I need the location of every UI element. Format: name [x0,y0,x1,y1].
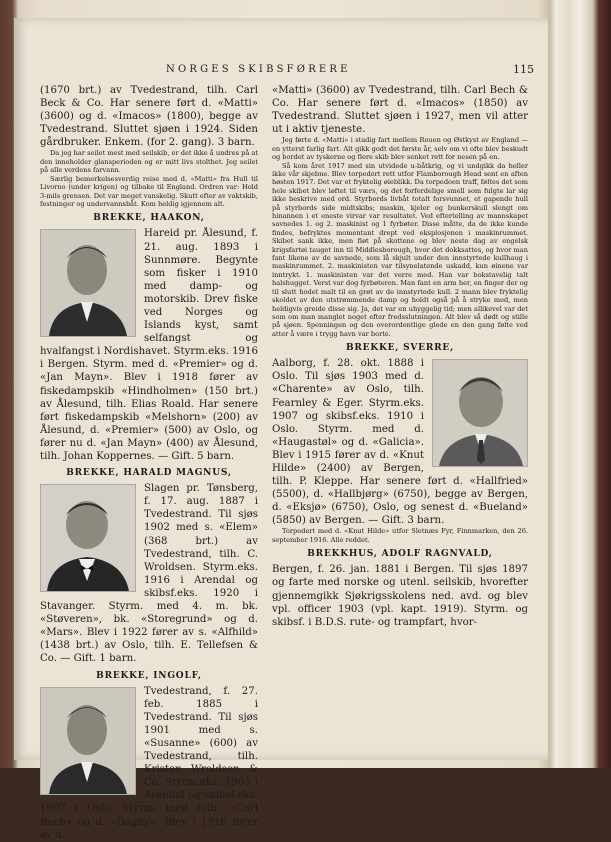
page [14,18,548,841]
right-intro: «Matti» (3600) av Tvedestrand, tilh. Carl Bech & Co. Har senere ført d. «Imacos» (1850) av Tvedestrand. Sluttet sjøen i 1927, men vil atter ut i aktiv tjeneste. [272,85,528,136]
right-column [272,84,528,629]
right-note-block-2 [272,527,528,544]
heading-brekke-ingolf: BREKKE, INGOLF, [96,670,202,681]
page-number: 115 [513,63,534,76]
running-head [14,64,548,78]
left-note-block [40,149,258,208]
portrait-photo [40,687,136,795]
left-note-2: Særlig bemerkelsesverdig reise med d. «Matti» fra Hull til Livorno (under krigen) og tilbake til England. Ordren var: Hold 3-mils grensen. Det var meget vanskelig. Skutt efter av vaktskib, festninger og undervannsbåt. Kom heldig igjennem alt. [40,174,258,208]
right-note-block [272,136,528,338]
right-note-2: Så kom året 1917 med sin utvidede u-båtkrig, og vi undgikk da heller ikke vår skjebne. Blev torpedert rett utfor Flamborough Head sent en aften høsten 1917. Det var et fryktelig øieblikk. Da torpedoen traff, føltes det som hele skibet blev løftet til værs, og det forferdelige smell som fulgte lar sig ikke beskrive med ord. Styrbords livbåt totalt forsvunnet, et gapende hull på styrbords side midtskibs; maskin, kjeler og bunkerskull slengt om hinannen i et eneste virvar var resultatet. Ved eftertelling av mannskapet savnedes 1. og 2. maskinist og 1 fyrbøter. Disse måtte, da de ikke kunde findes, befryktes momentant drept ved eksplosjonen i maskinrummet. Skibet sank ikke, men fløt på skottene og blev neste dag av engelsk krigsfartøi tauget inn til Middlesborough, hvor det dokksattes, og hvor man fant likene av de savnede, som lå skjult under den innstyrtede kullhaug i maskinrummet. 2. maskinisten var tilsynelatende uskadd, kun øinene var inntrykt. 1. maskinisten var det verre med. Han var bokstavelig talt halshugget. Verst var dog fyrbøteren. Man fant en arm her, en finger der og til slutt hodet malt til en grøt av de innstyrtede kull. 2 mann blev fryktelig skoldet av den utstrømmende damp og holdt også på å stryke med, men heldigvis greide disse sig. Ja, det var en uhyggelig tid; men allikevel var det som om man manglet noget efter fredsslutningen. Alt blev så dødt og stille på sjøen. Spenningen og den overordentlige glede en den gang følte ved atter å være i trygg havn var borte. [272,161,528,338]
portrait-photo [40,484,136,592]
portrait-photo [432,359,528,467]
right-note-1: Jeg førte d. «Matti» i stadig fart mellem Rouen og Østkyst av England — en ytterst farlig fart. Alt gikk godt det første år, selv om vi ofte blev beskudt og bordet av tyskerne og flere skib blev senket rett for nesen på en. [272,136,528,162]
heading-brekke-sverre: BREKKE, SVERRE, [345,343,454,354]
heading-brekke-harald-magnus: BREKKE, HARALD MAGNUS, [66,468,232,479]
heading-brekkhus-adolf-ragnvald: BREKKHUS, ADOLF RAGNVALD, [307,549,493,560]
entry-brekke-sverre [272,357,528,527]
left-intro: (1670 brt.) av Tvedestrand, tilh. Carl Beck & Co. Har senere ført d. «Matti» (3600) og d. «Imacos» (1800), begge av Tvedestrand. Sluttet sjøen i 1924. Siden gårdbruker. Enkem. (for 2. gang). 3 barn. [40,85,258,149]
left-note-1: Da jeg har seilet mest med seilskib, er det ikke å undres på at den inneholder glansperioden og er mitt livs stolthet. Jeg seilet på alle verdens farvann. [40,149,258,175]
entry-text-brekkhus-adolf-ragnvald: Bergen, f. 26. jan. 1881 i Bergen. Til sjøs 1897 og farte med norske og utenl. seilskib, hvorefter gjennemgikk Sjøkrigsskolens ned. avd. og blev vpl. officer 1903 (vpl. kapt. 1919). Styrm. og skibsf. i B.D.S. rute- og trampfart, hvor- [272,564,528,628]
right-note-3: Torpedert med d. «Knut Hilde» utfor Sletnæs Fyr, Finnmarken, den 26. september 1916. Alle reddet. [272,527,528,544]
entry-brekke-haakon [40,227,258,463]
running-title: NORGES SKIBSFØRERE [166,64,351,75]
entry-brekke-ingolf [40,685,258,842]
portrait-photo [40,229,136,337]
heading-brekke-haakon: BREKKE, HAAKON, [93,213,205,224]
entry-text-brekke-haakon: Hareid pr. Ålesund, f. 21. aug. 1893 i Sunnmøre. Begynte som fisker i 1910 med damp- og motorskib. Drev fiske ved Norges og Islands kyst, samt selfangst og hvalfangst i Nordishavet. Styrm.eks. 1916 i Bergen. Styrm. med d. «Premier» og d. «Jan Mayn». Blev i 1918 fører av fiskedampskib «Hindholmen» (150 brt.) av Ålesund, tilh. Elias Roald. Har senere ført fiskedampskib «Melshorn» (200) av Ålesund, d. «Premier» (500) av Oslo, og fører nu d. «Jan Mayn» (400) av Ålesund, tilh. Johan Koppernes. — Gift. 5 barn. [40,228,258,462]
left-column [40,84,258,842]
entry-text-brekke-harald-magnus: Slagen pr. Tønsberg, f. 17. aug. 1887 i Tvedestrand. Til sjøs 1902 med s. «Elem» (368 brt.) av Tvedestrand, tilh. C. Wroldsen. Styrm.eks. 1916 i Arendal og skibsf.eks. 1920 i Stavanger. Styrm. med 4. m. bk. «Støveren», bk. «Storegrund» og d. «Mars». Blev i 1922 fører av s. «Alfhild» (1438 brt.) av Oslo, tilh. E. Tellefsen & Co. — Gift. 1 barn. [40,483,258,665]
entry-text-brekke-ingolf: Tvedestrand, f. 27. feb. 1885 i Tvedestrand. Til sjøs 1901 med s. «Susanne» (600) av Tvedestrand, tilh. Kristen Wroldsen & Co. Styrm.eks. 1903 i Arendal og skibsf.eks. 1907 i Oslo. Styrm. med fullr. «Carl Bech» og d. «Dagny». Blev i 1916 fører av d. [40,685,258,841]
entry-text-brekke-sverre: Aalborg, f. 28. okt. 1888 i Oslo. Til sjøs 1903 med d. «Charente» av Oslo, tilh. Fearnley & Eger. Styrm.eks. 1907 og skibsf.eks. 1910 i Oslo. Styrm. med d. «Haugastøl» og d. «Galicia». Blev i 1915 fører av d. «Knut Hilde» (2400) av Bergen, tilh. P. Kleppe. Har senere ført d. «Hallfried» (5500), d. «Hallbjørg» (6750), begge av Bergen, d. «Eksjø» (6750), Oslo, og senest d. «Bueland» (5850) av Bergen. — Gift. 3 barn. [272,358,528,527]
entry-brekke-harald-magnus [40,482,258,665]
